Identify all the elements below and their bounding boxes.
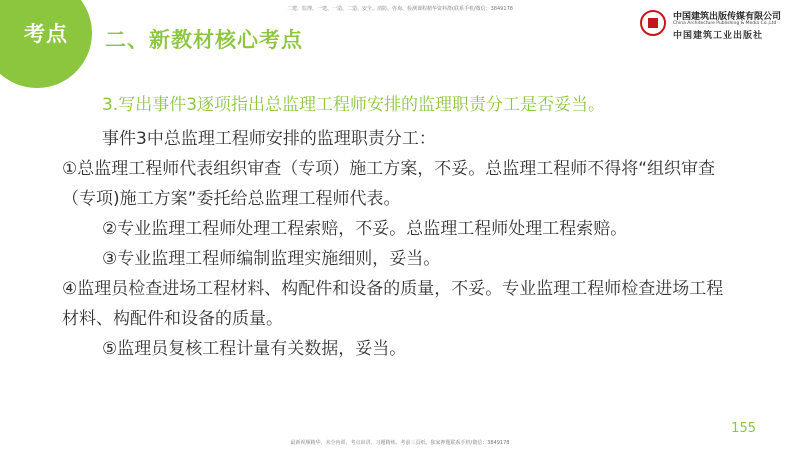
publisher-logo-block	[640, 8, 790, 42]
badge-label: 考点	[24, 22, 68, 46]
publisher-emblem-icon	[640, 10, 666, 36]
answer-paragraph: ①总监理工程师代表组织审查（专项）施工方案，不妥。总监理工程师不得将“组织审查（专项)施工方案”委托给总监理工程师代表。	[62, 159, 716, 209]
slide-content	[62, 90, 730, 364]
publisher-name: 中国建筑出版传媒有限公司	[673, 12, 782, 22]
bottom-contact-note: 最新视频精华、未全内训、考点串讲、习题精练、考前三页纸、独家押题联系手机/微信：3849178	[290, 440, 510, 446]
answer-paragraphs	[62, 124, 730, 364]
answer-paragraph: ②专业监理工程师处理工程索赔，不妥。总监理工程师处理工程索赔。	[102, 219, 628, 239]
answer-paragraph: ③专业监理工程师编制监理实施细则，妥当。	[102, 249, 441, 269]
question-text: 3.写出事件3逐项指出总监理工程师安排的监理职责分工是否妥当。	[102, 95, 606, 115]
top-contact-note: 二建、监理、一建、一造、二造、安全、消防、咨询、检测课程精华资料群(联系手机/微信：3849178	[287, 6, 513, 12]
section-title: 二、新教材核心考点	[105, 28, 303, 52]
page-number: 155	[731, 421, 756, 436]
answer-paragraph: ④监理员检查进场工程材料、构配件和设备的质量，不妥。专业监理工程师检查进场工程材料、构配件和设备的质量。	[62, 279, 724, 329]
publisher-calligraphy: 中国建筑工业出版社	[673, 31, 764, 41]
answer-paragraph: ⑤监理员复核工程计量有关数据，妥当。	[102, 339, 407, 359]
answer-paragraph: 事件3中总监理工程师安排的监理职责分工：	[102, 129, 436, 149]
publisher-name-en: China Architecture Publishing & Media Co.,Ltd	[673, 21, 777, 26]
